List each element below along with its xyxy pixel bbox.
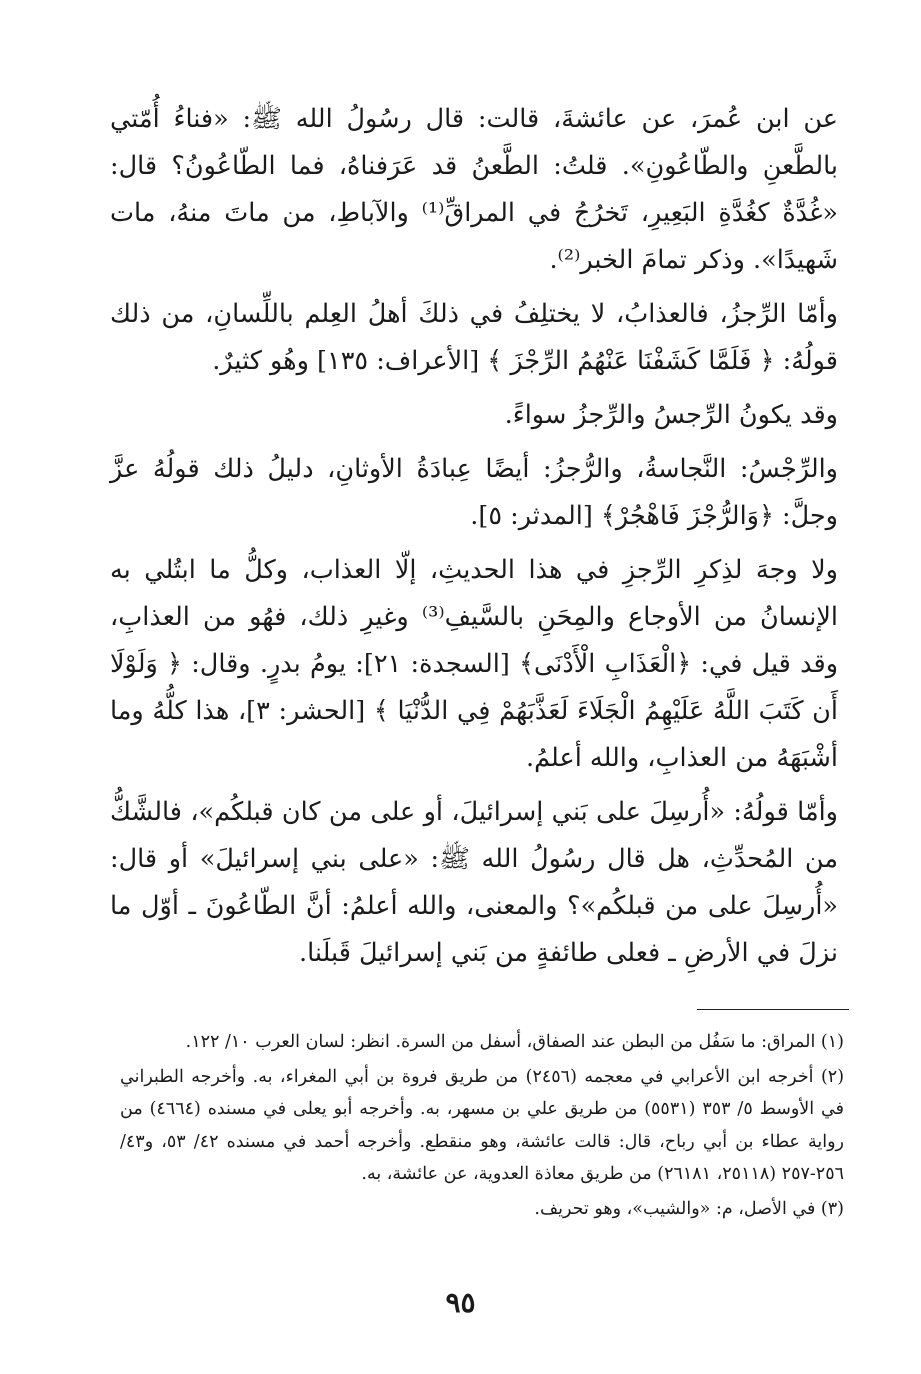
- paragraph: والرِّجْسُ: النَّجاسةُ، والرُّجزُ: أيضًا عِبادَةُ الأوثانِ، دليلُ ذلك قولُهُ عزَّ وجلَّ: ﴿وَالرُّجْزَ فَاهْجُرْ﴾ [المدثر: ٥].: [110, 454, 838, 531]
- main-text: [110, 96, 838, 984]
- paragraph: وأمّا قولُهُ: «أُرسِلَ على بَني إسرائيلَ، أو على من كان قبلكُم»، فالشَّكُّ من المُحدِّثِ، هل قال رسُولُ الله ﷺ: «على بني إسرائيلَ» أو قال: «أُرسِلَ على من قبلكُم»؟ والمعنى، والله أعلمُ: أنَّ الطّاعُونَ ـ أوّل ما نزلَ في الأرضِ ـ فعلى طائفةٍ من بَني إسرائيلَ قَبلَنا.: [110, 797, 839, 968]
- footnotes: [120, 1026, 844, 1227]
- footnote-separator: [697, 1009, 849, 1010]
- footnote-2: (٢) أخرجه ابن الأعرابي في معجمه (٢٤٥٦) من طريق فروة بن أبي المغراء، به. وأخرجه الطبراني في الأوسط ٥/ ٣٥٣ (٥٥٣١) من طريق علي بن مسهر، به. وأخرجه أبو يعلى في مسنده (٤٦٦٤) من رواية عطاء بن أبي رباح، قال: قالت عائشة، وهو منقطع. وأخرجه أحمد في مسنده ٤٢/ ٥٣، و٤٣/ ٢٥٦-٢٥٧ (٢٥١١٨، ٢٦١٨١) من طريق معاذة العدوية، عن عائشة، به.: [120, 1066, 845, 1184]
- footnote-1: (١) المراق: ما سَفُل من البطن عند الصفاق، أسفل من السرة. انظر: لسان العرب ١٠/ ١٢٢.: [185, 1032, 844, 1052]
- footnote-3: (٣) في الأصل، م: «والشيب»، وهو تحريف.: [534, 1198, 844, 1219]
- paragraph: عن ابن عُمرَ، عن عائشةَ، قالت: قال رسُولُ الله ﷺ: «فناءُ أُمّتي بالطَّعنِ والطّاعُونِ». قلتُ: الطَّعنُ قد عَرَفناهُ، فما الطّاعُونُ؟ قال: «غُدَّةٌ كغُدَّةِ البَعِيرِ، تَخرُجُ في المراقِّ⁽¹⁾ والآباطِ، من ماتَ منهُ، مات شَهيدًا». وذكر تمامَ الخبر⁽²⁾.: [110, 104, 839, 275]
- paragraph: وأمّا الرِّجزُ، فالعذابُ، لا يختلِفُ في ذلكَ أهلُ العِلم باللِّسانِ، من ذلك قولُهُ: ﴿ فَلَمَّا كَشَفْنَا عَنْهُمُ الرِّجْزَ ﴾ [الأعراف: ١٣٥] وهُو كثيرٌ.: [110, 299, 838, 376]
- paragraph: ولا وجهَ لذِكرِ الرِّجزِ في هذا الحديثِ، إلّا العذاب، وكلُّ ما ابتُلي به الإنسانُ من الأوجاع والمِحَنِ بالسَّيفِ⁽³⁾ وغيرِ ذلك، فهُو من العذابِ، وقد قيل في: ﴿الْعَذَابِ الْأَدْنَى﴾ [السجدة: ٢١]: يومُ بدرٍ. وقال: ﴿ وَلَوْلَا أَن كَتَبَ اللَّهُ عَلَيْهِمُ الْجَلَاءَ لَعَذَّبَهُمْ فِي الدُّنْيَا ﴾ [الحشر: ٣]، هذا كلُّهُ وما أشْبَهَهُ من العذابِ، والله أعلمُ.: [110, 555, 839, 773]
- page-number: ٩٥: [445, 1286, 476, 1319]
- paragraph: وقد يكونُ الرِّجسُ والرِّجزُ سواءً.: [504, 400, 838, 430]
